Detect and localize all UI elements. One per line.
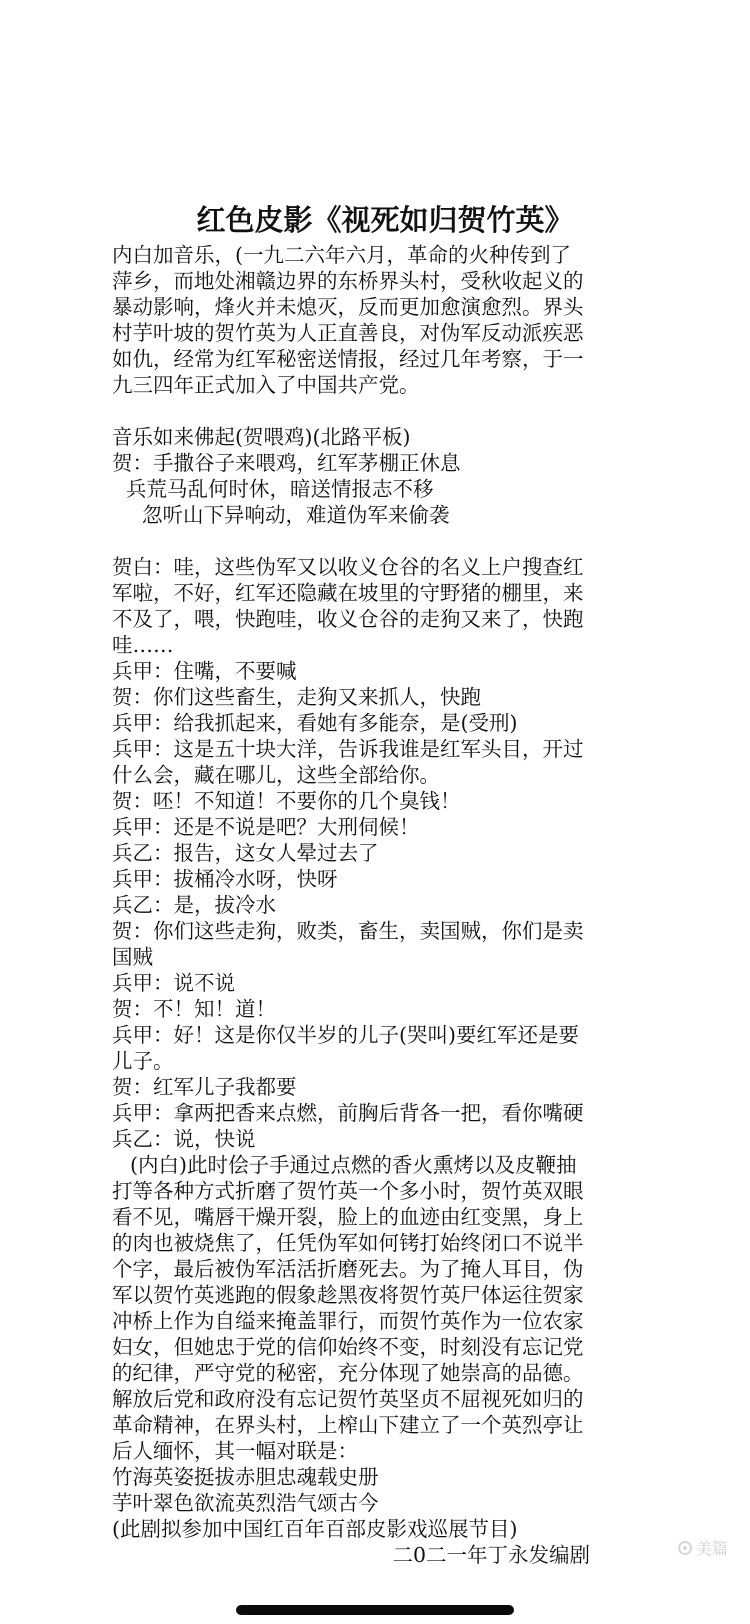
text-line: 兵乙：是，拔冷水 [112,893,276,917]
text-line: 暴动影响，烽火并未熄灭，反而更加愈演愈烈。界头 [112,295,584,319]
text-line: 兵甲：好！这是你仅半岁的儿子(哭叫)要红军还是要 [112,1023,579,1047]
couplet-line: 芋叶翠色欲流英烈浩气颂古今 [112,1491,379,1515]
lyric-line: 忽听山下异响动，难道伪军来偷袭 [142,503,450,527]
text-line: 兵乙：说，快说 [112,1127,256,1151]
app-watermark [678,1536,728,1559]
text-line: 后人缅怀，其一幅对联是： [112,1439,358,1463]
text-line: 军以贺竹英逃跑的假象趁黑夜将贺竹英尸体运往贺家 [112,1283,584,1307]
text-line: 个字，最后被伪军活活折磨死去。为了掩人耳目，伪 [112,1257,584,1281]
text-line: 兵甲：这是五十块大洋，告诉我谁是红军头目，开过 [112,737,584,761]
text-line: 兵甲：说不说 [112,971,235,995]
text-line: 音乐如来佛起(贺喂鸡)(北路平板) [112,425,411,449]
text-line: 内白加音乐，(一九二六年六月，革命的火种传到了 [112,243,571,267]
couplet-line: 竹海英姿挺拔赤胆忠魂载史册 [112,1465,379,1489]
blank-line [112,528,642,554]
home-indicator[interactable] [236,1605,514,1615]
text-line: 兵甲：还是不说是吧？大刑伺候！ [112,815,420,839]
text-line: 如仇，经常为红军秘密送情报，经过几年考察，于一 [112,347,584,371]
text-line: 贺：红军儿子我都要 [112,1075,297,1099]
text-line: 看不见，嘴唇干燥开裂，脸上的血迹由红变黑，身上 [112,1205,584,1229]
text-line: 兵甲：拿两把香来点燃，前胸后背各一把，看你嘴硬 [112,1101,584,1125]
text-line: 贺：手撒谷子来喂鸡，红军茅棚正休息 [112,451,461,475]
text-line: 贺白：哇，这些伪军又以收义仓谷的名义上户搜查红 [112,555,584,579]
text-line: 不及了，喂，快跑哇，收义仓谷的走狗又来了，快跑 [112,607,584,631]
text-line: 什么会，藏在哪儿，这些全部给你。 [112,763,440,787]
text-line: (此剧拟参加中国红百年百部皮影戏巡展节目) [112,1517,518,1541]
text-line: 打等各种方式折磨了贺竹英一个多小时，贺竹英双眼 [112,1179,584,1203]
text-line: 国贼 [112,945,153,969]
text-line: 解放后党和政府没有忘记贺竹英坚贞不屈视死如归的 [112,1387,584,1411]
text-line: 冲桥上作为自缢来掩盖罪行，而贺竹英作为一位农家 [112,1309,584,1333]
text-line: 贺：你们这些畜生，走狗又来抓人，快跑 [112,685,481,709]
text-line: 贺：不！知！道！ [112,997,276,1021]
text-line: 儿子。 [112,1049,174,1073]
text-line: 兵甲：拔桶冷水呀，快呀 [112,867,338,891]
text-line: 萍乡，而地处湘赣边界的东桥界头村，受秋收起义的 [112,269,584,293]
text-line: 的纪律，严守党的秘密，充分体现了她崇高的品德。 [112,1361,584,1385]
author-signature: 二0二一年丁永发编剧 [392,1543,590,1567]
text-line: 军啦，不好，红军还隐藏在坡里的守野猪的棚里，来 [112,581,584,605]
text-line: 兵乙：报告，这女人晕过去了 [112,841,379,865]
lyric-line: 兵荒马乱何时休，暗送情报志不移 [126,477,434,501]
text-line: (内白)此时侩子手通过点燃的香火熏烤以及皮鞭抽 [130,1153,577,1177]
document-title: 红色皮影《视死如归贺竹英》 [196,203,574,237]
text-line: 兵甲：住嘴，不要喊 [112,659,297,683]
text-line: 妇女，但她忠于党的信仰始终不变，时刻没有忘记党 [112,1335,584,1359]
document-body [112,200,642,1568]
blank-line [112,398,642,424]
text-line: 村芋叶坡的贺竹英为人正直善良，对伪军反动派疾恶 [112,321,584,345]
text-line: 的肉也被烧焦了，任凭伪军如何铐打始终闭口不说半 [112,1231,584,1255]
text-line: 革命精神，在界头村，上榨山下建立了一个英烈亭让 [112,1413,584,1437]
text-line: 九三四年正式加入了中国共产党。 [112,373,420,397]
text-line: 贺：呸！不知道！不要你的几个臭钱！ [112,789,461,813]
text-line: 哇…… [112,633,174,657]
text-line: 贺：你们这些走狗，败类，畜生，卖国贼，你们是卖 [112,919,584,943]
text-line: 兵甲：给我抓起来，看她有多能奈，是(受刑) [112,711,518,735]
watermark-text: 美篇 [695,1539,728,1558]
watermark-logo-icon [678,1541,692,1555]
